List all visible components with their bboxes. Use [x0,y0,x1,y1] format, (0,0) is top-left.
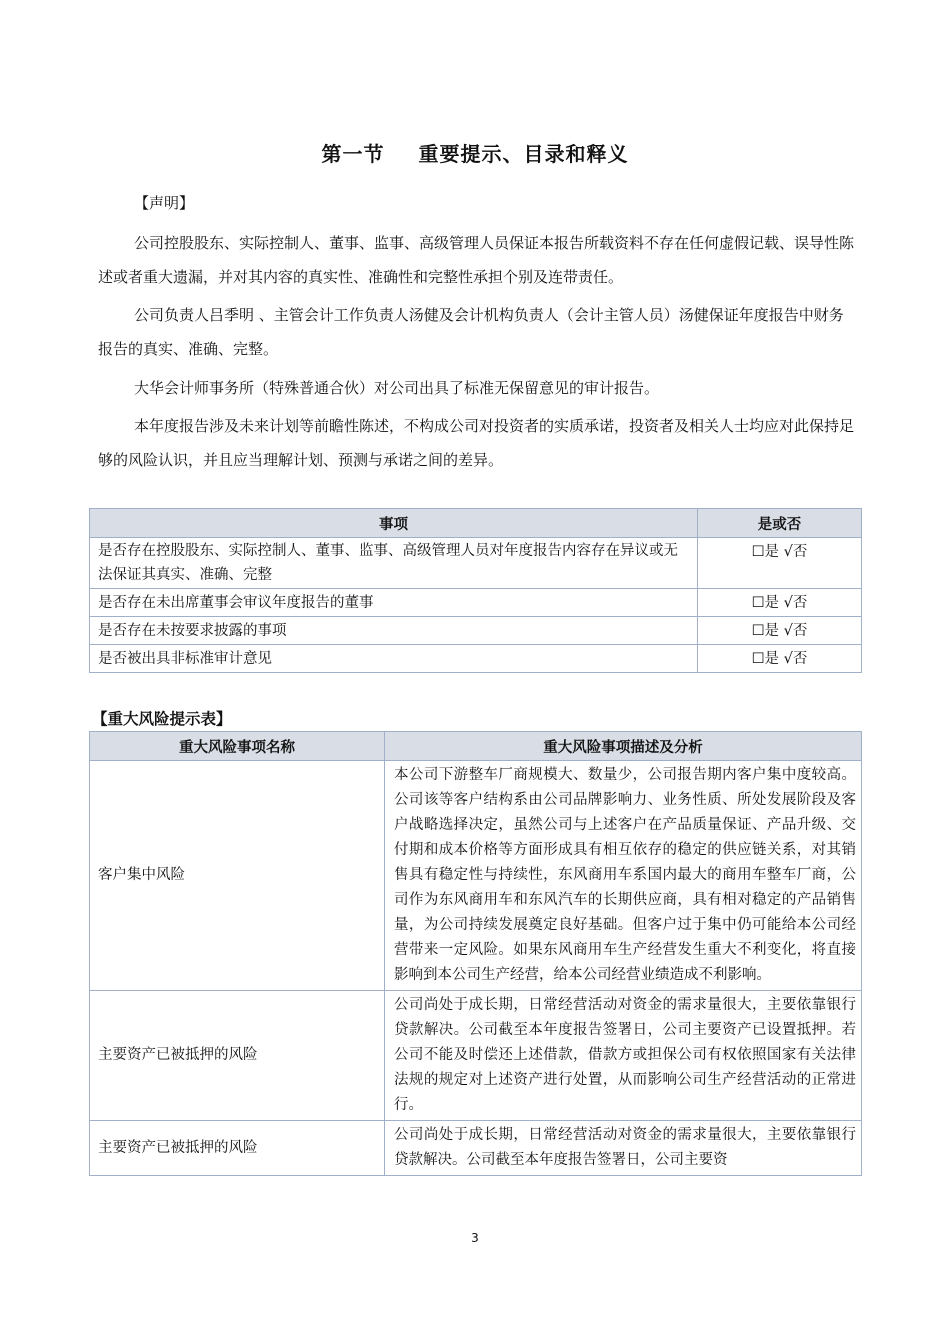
table-row [90,991,862,1121]
matters-header-item: 事项 [90,509,698,538]
risk-name: 主要资产已被抵押的风险 [90,991,385,1121]
matter-item: 是否存在未按要求披露的事项 [90,617,698,645]
risk-table-heading: 【重大风险提示表】 [92,710,232,728]
matters-table [89,508,862,673]
table-row [90,761,862,991]
forward-looking-paragraph: 本年度报告涉及未来计划等前瞻性陈述，不构成公司对投资者的实质承诺，投资者及相关人士均应对此保持足够的风险认识，并且应当理解计划、预测与承诺之间的差异。 [98,417,855,469]
risk-header-description: 重大风险事项描述及分析 [385,732,862,761]
matter-item: 是否存在未出席董事会审议年度报告的董事 [90,589,698,617]
risk-name: 客户集中风险 [90,761,385,991]
table-row [90,1121,862,1176]
matter-answer: ☐是 √否 [698,589,862,617]
matter-answer: ☐是 √否 [698,617,862,645]
matters-table-header [90,509,862,538]
section-heading: 重要提示、目录和释义 [418,142,629,166]
responsible-persons-paragraph: 公司负责人吕季明 、主管会计工作负责人汤健及会计机构负责人（会计主管人员）汤健保证年度报告中财务报告的真实、准确、完整。 [98,306,844,358]
audit-opinion-paragraph: 大华会计师事务所（特殊普通合伙）对公司出具了标准无保留意见的审计报告。 [134,379,660,397]
risk-table-header [90,732,862,761]
risk-description: 本公司下游整车厂商规模大、数量少，公司报告期内客户集中度较高。公司该等客户结构系由公司品牌影响力、业务性质、所处发展阶段及客户战略选择决定，虽然公司与上述客户在产品质量保证、产品升级、交付期和成本价格等方面形成具有相互依存的稳定的供应链关系，对其销售具有稳定性与持续性，东风商用车系国内最大的商用车整车厂商，公司作为东风商用车和东风汽车的长期供应商，具有相对稳定的产品销售量，为公司持续发展奠定良好基础。但客户过于集中仍可能给本公司经营带来一定风险。如果东风商用车生产经营发生重大不利变化，将直接影响到本公司生产经营，给本公司经营业绩造成不利影响。 [385,761,862,991]
table-row [90,617,862,645]
declaration-label: 【声明】 [134,194,195,212]
section-number: 第一节 [321,142,385,166]
matter-item: 是否被出具非标准审计意见 [90,645,698,673]
table-row [90,538,862,589]
table-row [90,589,862,617]
declaration-paragraph: 公司控股股东、实际控制人、董事、监事、高级管理人员保证本报告所载资料不存在任何虚假记载、误导性陈述或者重大遗漏，并对其内容的真实性、准确性和完整性承担个别及连带责任。 [98,234,855,286]
risk-table [89,731,862,1176]
risk-name: 主要资产已被抵押的风险 [90,1121,385,1176]
risk-description: 公司尚处于成长期，日常经营活动对资金的需求量很大，主要依靠银行贷款解决。公司截至本年度报告签署日，公司主要资 [385,1121,862,1176]
section-title [0,138,950,167]
table-row [90,645,862,673]
risk-header-name: 重大风险事项名称 [90,732,385,761]
page-number: 3 [471,1231,479,1245]
matter-item: 是否存在控股股东、实际控制人、董事、监事、高级管理人员对年度报告内容存在异议或无法保证其真实、准确、完整 [90,538,698,589]
matters-header-answer: 是或否 [698,509,862,538]
matter-answer: ☐是 √否 [698,645,862,673]
matter-answer: ☐是 √否 [698,538,862,589]
risk-description: 公司尚处于成长期，日常经营活动对资金的需求量很大，主要依靠银行贷款解决。公司截至本年度报告签署日，公司主要资产已设置抵押。若公司不能及时偿还上述借款，借款方或担保公司有权依照国家有关法律法规的规定对上述资产进行处置，从而影响公司生产经营活动的正常进行。 [385,991,862,1121]
